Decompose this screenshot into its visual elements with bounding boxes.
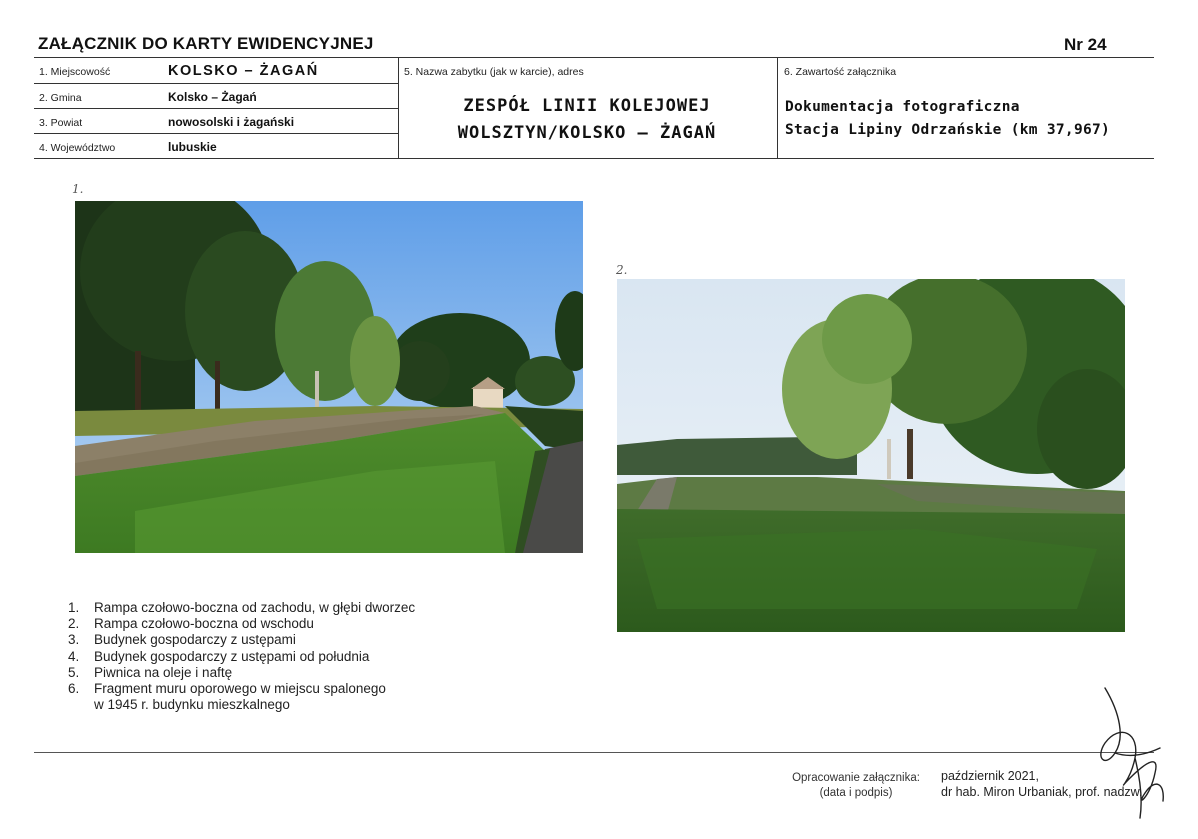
list-item (68, 681, 415, 697)
wojewodztwo-label: 4. Województwo (39, 142, 116, 154)
attachment-title: ZAŁĄCZNIK DO KARTY EWIDENCYJNEJ (38, 34, 374, 53)
zabytek-line2: WOLSZTYN/KOLSKO – ŻAGAŃ (457, 123, 717, 143)
list-item (68, 665, 415, 681)
footer-divider (34, 752, 1154, 753)
zabytek-name (402, 93, 772, 147)
footer-label (786, 771, 926, 801)
list-item (68, 616, 415, 632)
wojewodztwo-value: lubuskie (168, 140, 217, 154)
zawartosc-line2: Stacja Lipiny Odrzańskie (km 37,967) (785, 122, 1111, 138)
caption-number (68, 697, 94, 713)
photo-2-number: 2. (616, 263, 628, 277)
caption-number: 5. (68, 664, 80, 680)
list-item (68, 600, 415, 616)
table-column-divider (398, 57, 399, 159)
zabytek-line1: ZESPÓŁ LINII KOLEJOWEJ (463, 96, 711, 116)
powiat-value: nowosolski i żagański (168, 115, 295, 129)
zawartosc-content (785, 96, 1110, 142)
gmina-label: 2. Gmina (39, 92, 82, 104)
zabytek-label: 5. Nazwa zabytku (jak w karcie), adres (404, 66, 584, 78)
table-row-divider (34, 133, 398, 134)
photo-captions-list (68, 600, 415, 713)
gmina-value: Kolsko – Żagań (168, 90, 257, 104)
list-item (68, 649, 415, 665)
signature-scribble (1085, 683, 1175, 823)
caption-number: 1. (68, 600, 80, 615)
photo-1-number: 1. (72, 182, 84, 196)
table-top-border (34, 57, 1154, 58)
caption-text: Rampa czołowo-boczna od wschodu (94, 616, 314, 632)
caption-number: 2. (68, 616, 80, 632)
table-row-divider (34, 108, 398, 109)
caption-number: 3. (68, 632, 80, 648)
caption-number: 6. (68, 681, 80, 697)
list-item (68, 632, 415, 648)
table-column-divider (777, 57, 778, 159)
zawartosc-label: 6. Zawartość załącznika (784, 66, 897, 78)
table-bottom-border (34, 158, 1154, 159)
caption-text: Rampa czołowo-boczna od zachodu, w głębi dworzec (94, 600, 416, 615)
caption-text: w 1945 r. budynku mieszkalnego (94, 697, 290, 713)
attachment-number: Nr 24 (1064, 35, 1107, 54)
photo-2-ramp-east (617, 279, 1125, 632)
caption-text: Budynek gospodarczy z ustępami od południa (94, 648, 370, 664)
table-row-divider (34, 83, 398, 84)
caption-text: Fragment muru oporowego w miejscu spalonego (94, 681, 386, 697)
caption-text: Piwnica na oleje i naftę (94, 664, 233, 680)
footer-label-line2: (data i podpis) (819, 787, 893, 799)
powiat-label: 3. Powiat (39, 117, 83, 129)
zawartosc-line1: Dokumentacja fotograficzna (785, 99, 1020, 115)
caption-text: Budynek gospodarczy z ustępami (94, 632, 296, 648)
miejscowosc-label: 1. Miejscowość (39, 66, 111, 78)
footer-date: październik 2021, (941, 769, 1039, 783)
list-item (68, 697, 415, 713)
footer-label-line1: Opracowanie załącznika: (792, 772, 920, 784)
miejscowosc-value: KOLSKO – ŻAGAŃ (168, 63, 319, 79)
footer-author: dr hab. Miron Urbaniak, prof. nadzw. (941, 785, 1143, 799)
photo-1-ramp-west (75, 201, 583, 553)
caption-number: 4. (68, 648, 80, 664)
